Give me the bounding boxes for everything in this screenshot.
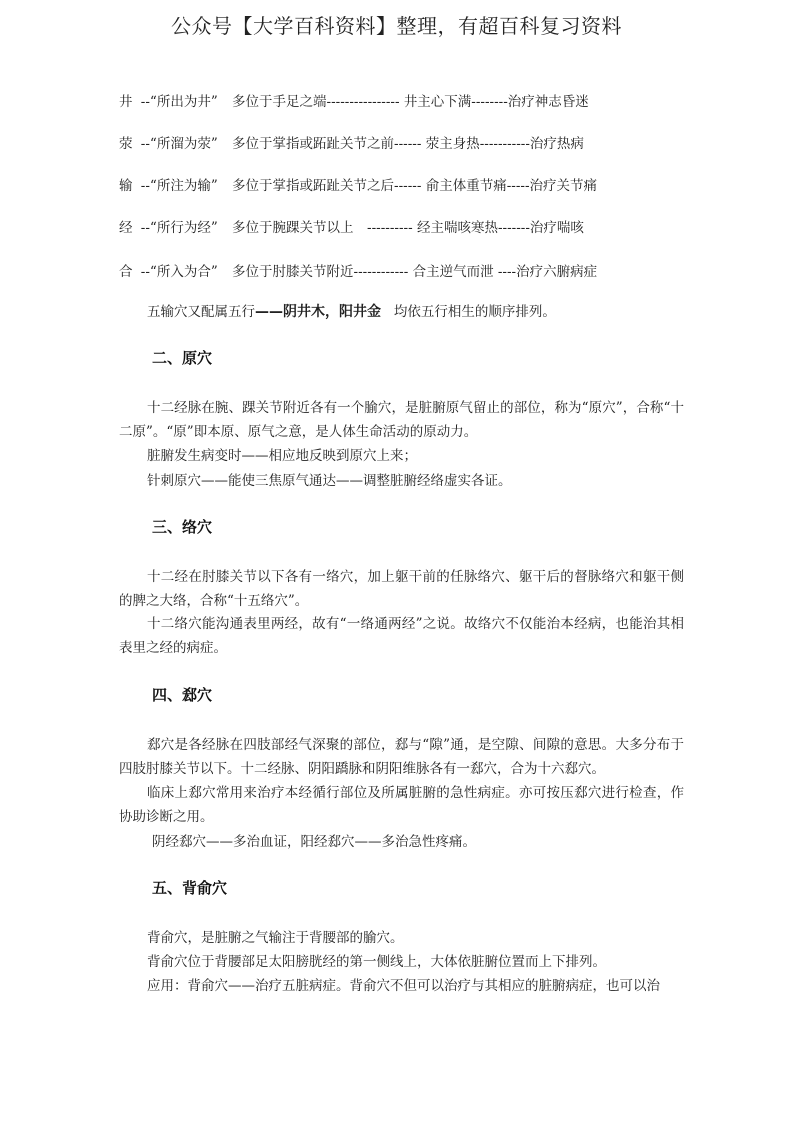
acupoint-name: 井 — [119, 94, 133, 110]
acupoint-location: 多位于掌指或跖趾关节之后------ — [232, 178, 422, 194]
wushu-row-shu — [119, 174, 597, 194]
wushu-row-he — [119, 260, 597, 280]
page-header: 公众号【大学百科资料】整理，有超百科复习资料 — [171, 14, 622, 38]
wuxing-note-post: 均依五行相生的顺序排列。 — [393, 304, 556, 320]
acupoint-definition: --“所出为井” — [140, 94, 218, 110]
acupoint-location: 多位于手足之端---------------- — [232, 94, 400, 110]
yuan-line-2: 针刺原穴——能使三焦原气通达——调整脏腑经络虚实各证。 — [147, 473, 512, 489]
section-heading-beishu: 五、背俞穴 — [152, 879, 228, 897]
beishu-line-1: 背俞穴，是脏腑之气输注于背腰部的腧穴。 — [147, 930, 404, 946]
wuxing-note-pre: 五输穴又配属五行 — [147, 304, 255, 320]
wushu-row-jing-river — [119, 216, 584, 236]
yuan-line-1: 脏腑发生病变时——相应地反映到原穴上来； — [147, 448, 417, 464]
acupoint-definition: --“所行为经” — [140, 220, 218, 236]
acupoint-indication: 合主逆气而泄 ----治疗六腑病症 — [412, 264, 598, 280]
acupoint-indication: 井主心下满--------治疗神志昏迷 — [403, 94, 589, 110]
section-heading-luo: 三、络穴 — [152, 518, 213, 536]
beishu-line-2: 背俞穴位于背腰部足太阳膀胱经的第一侧线上，大体依脏腑位置而上下排列。 — [147, 954, 606, 970]
xi-paragraph-1: 郄穴是各经脉在四肢部经气深聚的部位，郄与“隙”通，是空隙、间隙的意思。大多分布于四肢肘膝关节以下。十二经脉、阴阳蹻脉和阴阳维脉各有一郄穴，合为十六郄穴。 — [119, 737, 684, 777]
acupoint-indication: 荥主身热-----------治疗热病 — [425, 136, 584, 152]
acupoint-name: 输 — [119, 178, 133, 194]
beishu-line-3: 应用：背俞穴——治疗五脏病症。背俞穴不但可以治疗与其相应的脏腑病症，也可以治 — [147, 978, 660, 994]
yuan-paragraph: 十二经脉在腕、踝关节附近各有一个腧穴，是脏腑原气留止的部位，称为“原穴”，合称“十二原”。“原”即本原、原气之意，是人体生命活动的原动力。 — [119, 400, 684, 440]
acupoint-definition: --“所注为输” — [140, 178, 218, 194]
acupoint-name: 荥 — [119, 136, 133, 152]
acupoint-name: 经 — [119, 220, 133, 236]
section-heading-xi: 四、郄穴 — [152, 686, 213, 704]
wuxing-note-bold: ——阴井木，阳井金 — [255, 304, 381, 320]
acupoint-definition: --“所溜为荥” — [140, 136, 218, 152]
wushu-row-ying — [119, 132, 584, 152]
acupoint-indication: 俞主体重节痛-----治疗关节痛 — [425, 178, 598, 194]
xi-line-1: 阴经郄穴——多治血证，阳经郄穴——多治急性疼痛。 — [152, 834, 476, 850]
xi-paragraph-2: 临床上郄穴常用来治疗本经循行部位及所属脏腑的急性病症。亦可按压郄穴进行检查，作协助诊断之用。 — [119, 785, 684, 825]
acupoint-location: 多位于肘膝关节附近------------ — [232, 264, 409, 280]
acupoint-definition: --“所入为合” — [140, 264, 218, 280]
acupoint-location: 多位于掌指或跖趾关节之前------ — [232, 136, 422, 152]
luo-paragraph-2: 十二络穴能沟通表里两经，故有“一络通两经”之说。故络穴不仅能治本经病，也能治其相表里之经的病症。 — [119, 616, 684, 656]
acupoint-location: 多位于腕踝关节以上 ---------- — [232, 220, 413, 236]
acupoint-indication: 经主喘咳寒热-------治疗喘咳 — [416, 220, 584, 236]
acupoint-name: 合 — [119, 264, 133, 280]
wushu-row-jing-well — [119, 90, 589, 110]
luo-paragraph-1: 十二经在肘膝关节以下各有一络穴，加上躯干前的任脉络穴、躯干后的督脉络穴和躯干侧的脾之大络，合称“十五络穴”。 — [119, 569, 684, 609]
wuxing-note — [147, 300, 556, 321]
section-heading-yuan: 二、原穴 — [152, 349, 213, 367]
